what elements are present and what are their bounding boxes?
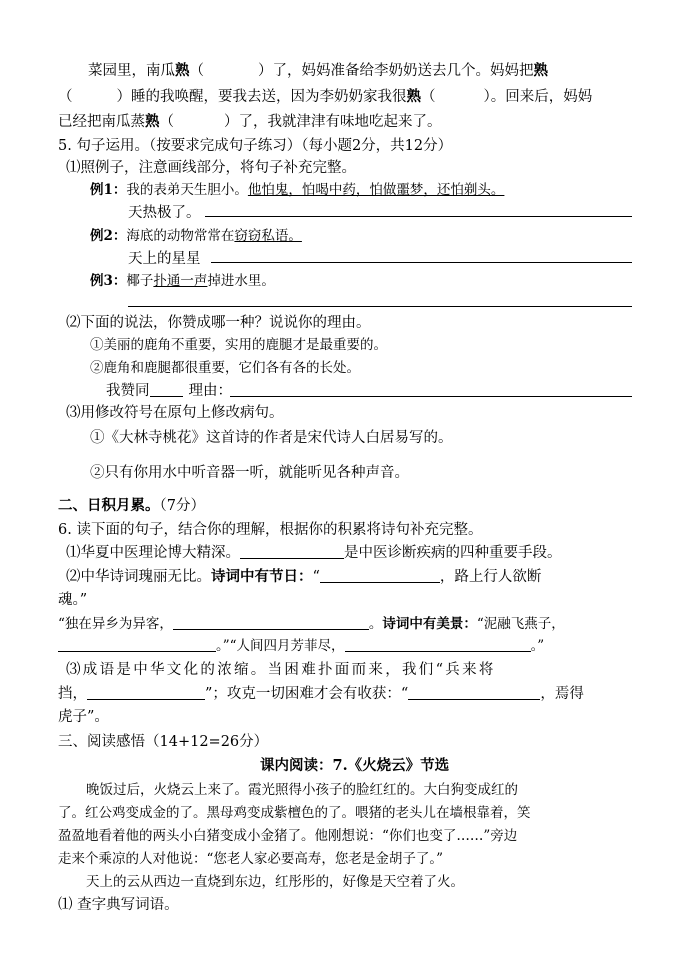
answer-line[interactable] [128,306,632,307]
q5-part2: ⑵下面的说法，你赞成哪一种？说说你的理由。 [66,315,371,331]
q6-part2-line1 [66,567,541,587]
text: ⑴华夏中医理论博大精深。 [66,545,240,561]
text: 。 [368,616,383,632]
reason-label: 理由： [188,383,232,399]
blank[interactable] [320,568,440,583]
text: 挡， [58,686,87,702]
underlined-text: 扑通一声 [153,273,208,289]
option-2: ②鹿角和鹿腿都很重要，它们各有各的长处。 [90,360,360,376]
text: 。”“人间四月芳菲尽， [216,638,345,654]
text: （ [189,63,204,79]
text: （ [421,89,436,105]
text: 掉进水里。 [207,273,275,289]
example-label: 例2： [90,228,127,244]
text: ）了，我就津津有味地吃起来了。 [224,114,442,130]
blank[interactable] [345,637,531,652]
q5-title: 5. 句子运用。（按要求完成句子练习）（每小题2分，共12分） [58,138,453,154]
blank[interactable] [408,685,540,700]
text: 我的表弟天生胆小。 [126,182,248,198]
passage-line-4: 走来个乘凉的人对他说：“您老人家必要高寿，您老是金胡子了。” [58,851,444,867]
bold-word: 熟 [406,88,421,105]
blank[interactable] [87,685,205,700]
q6-part3-line3: 虎子”。 [58,709,109,725]
text: ，焉得 [540,686,584,702]
section-2-title [58,496,205,516]
text: 。” [530,638,545,654]
agree-line [106,381,232,401]
agree-blank[interactable] [150,382,183,397]
text: ）睡的我唤醒，要我去送，因为李奶奶家我很 [116,89,407,105]
text: ）了，妈妈准备给李奶奶送去几个。妈妈把 [258,63,534,79]
q6-part3-line2 [58,684,584,704]
q6-part2-line2: 魂。” [58,592,88,608]
reading-subtitle: 课内阅读：7.《火烧云》节选 [260,757,450,774]
text: （ [159,114,174,130]
option-1: ①美丽的鹿角不重要，实用的鹿腿才是最重要的。 [90,337,387,353]
text: 海底的动物常常在 [126,228,235,244]
text: 是中医诊断疾病的四种重要手段。 [344,545,562,561]
bold-text: 诗词中有节日： [211,568,313,585]
blank[interactable] [173,615,369,630]
bold-word: 熟 [533,62,548,79]
passage-line-2: 了。红公鸡变成金的了。黑母鸡变成紫檀色的了。喂猪的老头儿在墙根靠着，笑 [58,805,531,821]
heading: 二、日积月累。 [58,497,160,514]
q5-part3: ⑶用修改符号在原句上修改病句。 [66,405,284,421]
bold-text: 诗词中有美景： [382,616,477,632]
fill-2-prompt: 天上的星星 [128,251,201,267]
text: 椰子 [126,273,154,289]
sentence-2: ②只有你用水中听音器一听，就能听见各种声音。 [90,465,409,481]
blank[interactable] [58,637,216,652]
text: ，路上行人欲断 [439,569,542,585]
answer-line[interactable] [205,216,632,217]
blank[interactable] [240,544,344,559]
text: 已经把南瓜蒸 [58,114,145,130]
q6-part3-line1: ⑶成语是中华文化的浓缩。当困难扑面而来，我们“兵来将 [66,662,496,678]
score: （7分） [159,498,205,514]
bold-word: 熟 [175,62,190,79]
intro-line-1 [88,61,548,81]
q6-part2-line4 [58,636,544,656]
intro-line-3 [58,112,442,132]
section-3-title: 三、阅读感悟（14+12=26分） [58,734,269,750]
answer-line[interactable] [230,396,632,397]
bold-word: 熟 [145,113,160,130]
text: ⑵中华诗词瑰丽无比。 [66,569,211,585]
answer-line[interactable] [211,262,632,263]
fill-1-prompt: 天热极了。 [128,205,201,221]
text: “ [312,569,320,585]
underlined-text: 他怕鬼，怕喝中药，怕做噩梦，还怕剃头。 [247,182,505,198]
q6-part2-line3 [58,614,565,634]
q5-part1: ⑴照例子，注意画线部分，将句子补充完整。 [66,160,356,176]
text: “泥融飞燕子， [476,616,565,632]
reading-q1: ⑴ 查字典写词语。 [58,897,179,913]
example-label: 例1： [90,182,127,198]
agree-label: 我赞同 [106,383,150,399]
text: （ [58,89,73,105]
q6-part1 [66,543,562,563]
passage-line-3: 盈盈地看着他的两头小白猪变成小金猪了。他刚想说：“你们也变了……”旁边 [58,828,518,844]
text: 菜园里，南瓜 [88,63,175,79]
passage-line-1: 晚饭过后，火烧云上来了。霞光照得小孩子的脸红红的。大白狗变成红的 [86,782,518,798]
example-2 [90,226,302,246]
example-3 [90,271,275,291]
example-1 [90,180,504,200]
passage-line-5: 天上的云从西边一直烧到东边，红彤彤的，好像是天空着了火。 [86,874,464,890]
text: “独在异乡为异客， [58,616,173,632]
intro-line-2 [58,87,592,107]
example-label: 例3： [90,273,127,289]
sentence-1: ①《大林寺桃花》这首诗的作者是宋代诗人白居易写的。 [90,430,453,446]
q6-title: 6. 读下面的句子，结合你的理解，根据你的积累将诗句补充完整。 [58,522,483,538]
underlined-text: 窃窃私语。 [234,228,302,244]
text: ”；攻克一切困难才会有收获：“ [205,686,409,702]
text: ）。回来后，妈妈 [483,89,593,105]
